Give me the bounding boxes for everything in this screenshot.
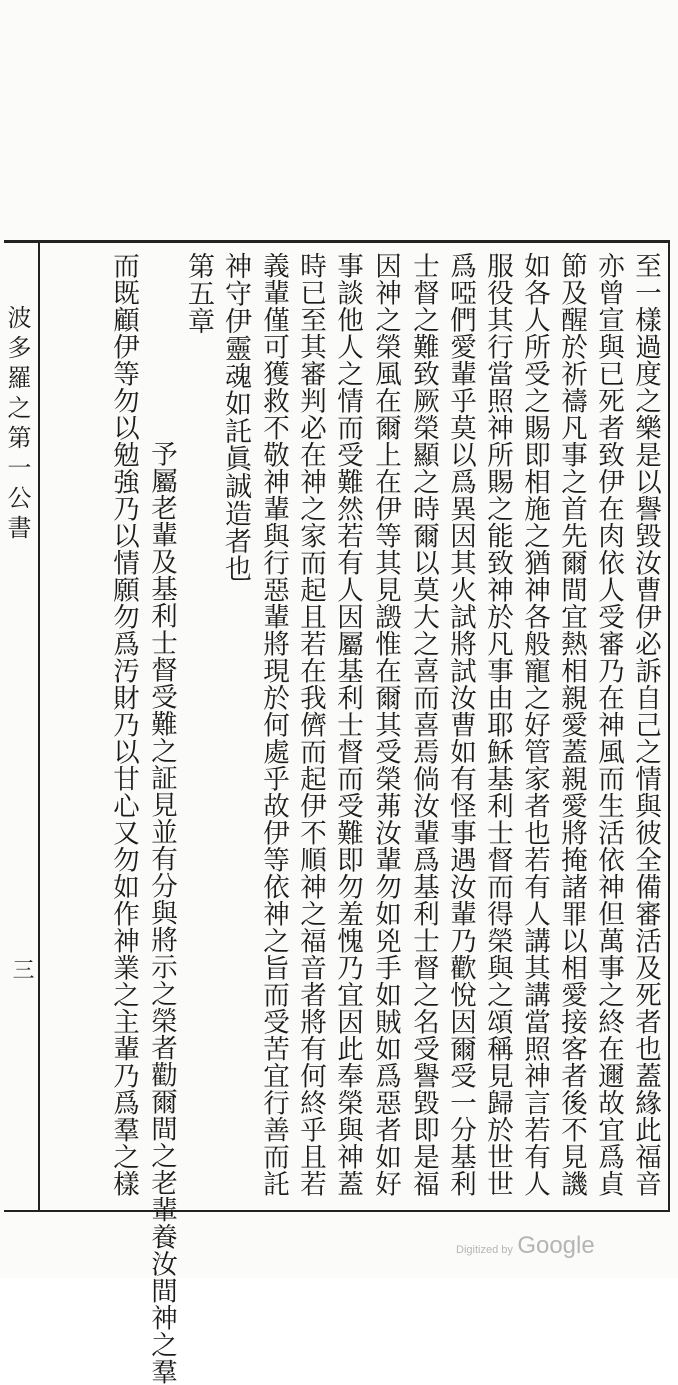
text-column: 如各人所受之賜即相施之猶神各般寵之好管家者也若有人講其講當照神言若有人 [519,252,550,1197]
chapter-heading: 第五章 [183,252,214,335]
text-column: 至一樣過度之樂是以譽毀汝曹伊必訴自己之情與彼全備審活及死者也蓋緣此福音 [630,252,661,1197]
page-number: 三 [9,958,34,980]
frame-bottom-rule [4,1210,670,1212]
text-column: 神守伊靈魂如託眞誠造者也 [220,252,251,582]
text-column: 因神之榮風在爾上在伊等其見譭惟在爾其受榮茀汝輩勿如兇手如賊如爲惡者如好 [370,252,401,1197]
frame-right-rule [668,240,670,1212]
frame-top-rule [4,240,670,243]
watermark-brand: Google [517,1232,595,1259]
text-column: 服役其行當照神所賜之能致神於凡事由耶穌基利士督而得榮與之頌稱見歸於世世 [482,252,513,1197]
google-watermark [456,1232,595,1260]
running-title: 波多羅之第一公書 [3,305,31,545]
text-column: 節及醒於祈禱凡事之首先爾間宜熱相親愛蓋親愛將掩諸罪以相愛接客者後不見譏 [556,252,587,1197]
text-column: 而既顧伊等勿以勉強乃以情願勿爲汚財乃以甘心又勿如作神業之主輩乃爲羣之樣 [108,252,139,1197]
text-column: 事談他人之情而受難然若有人因屬基利士督而受難即勿羞愧乃宜因此奉榮與神蓋 [332,252,363,1197]
text-column: 予屬老輩及基利士督受難之証見並有分與將示之榮者勸爾間之老輩養汝間神之羣 [146,440,177,1385]
text-column: 時已至其審判必在神之家而起且若在我儕而起伊不順神之福音者將有何終乎且若 [295,252,326,1197]
watermark-prefix: Digitized by [456,1244,513,1256]
text-column: 亦曾宣與已死者致伊在肉依人受審乃在神風而生活依神但萬事之終在邇故宜爲貞 [593,252,624,1197]
text-column: 義輩僅可獲救不敬神輩與行惡輩將現於何處乎故伊等依神之旨而受苦宜行善而託 [258,252,289,1197]
text-column: 士督之難致厥榮顯之時爾以莫大之喜而喜焉倘汝輩爲基利士督之名受譽毀即是福 [408,252,439,1197]
frame-left-rule [38,240,40,1212]
text-column: 爲啞們愛輩乎莫以爲異因其火試將試汝曹如有怪事遇汝輩乃歡悅因爾受一分基利 [445,252,476,1197]
